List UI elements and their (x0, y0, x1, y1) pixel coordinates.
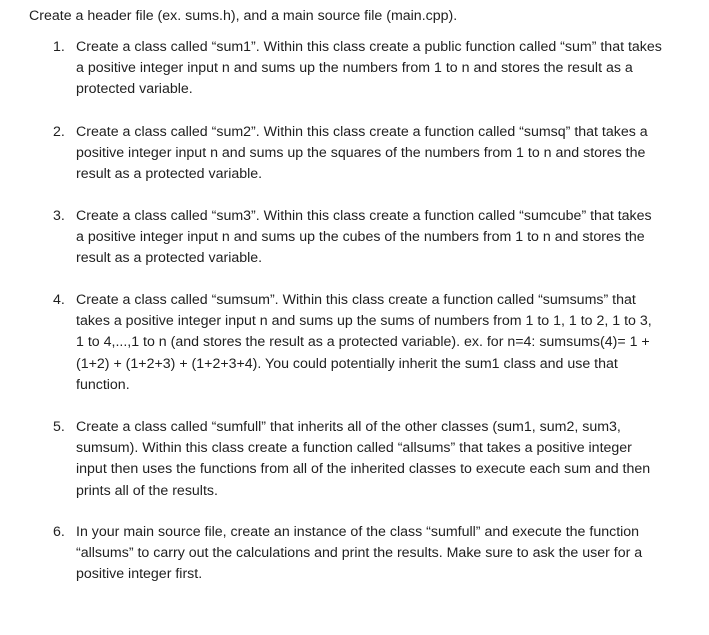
list-item (53, 417, 663, 502)
list-item-number: 5. (53, 419, 65, 435)
list-item-text: Create a class called “sum2”. Within this class create a function called “sumsq” that takes a positive integer input n and sums up the squares of the numbers from 1 to n and stores the result as a protected variable. (76, 124, 648, 183)
list-item (53, 37, 663, 101)
list-item-number: 3. (53, 208, 65, 224)
list-item-text: Create a class called “sum3”. Within this class create a function called “sumcube” that takes a positive integer input n and sums up the cubes of the numbers from 1 to n and stores the result as a protected variable. (76, 208, 652, 267)
list-item-text: Create a class called “sumfull” that inherits all of the other classes (sum1, sum2, sum3, sumsum). Within this class create a function called “allsums” that takes a positive integer input then uses the functions from all of the inherited classes to execute each sum and then prints all of the results. (76, 419, 651, 499)
list-item (53, 206, 663, 270)
list-item-number: 1. (53, 39, 65, 55)
intro-paragraph: Create a header file (ex. sums.h), and a main source file (main.cpp). (29, 8, 458, 24)
list-item-number: 2. (53, 124, 65, 140)
list-item-number: 4. (53, 292, 65, 308)
list-item (53, 522, 663, 586)
list-item-text: Create a class called “sum1”. Within this class create a public function called “sum” that takes a positive integer input n and sums up the numbers from 1 to n and stores the result as a protected variable. (76, 39, 662, 98)
list-item-text: Create a class called “sumsum”. Within this class create a function called “sumsums” that takes a positive integer input n and sums up the sums of numbers from 1 to 1, 1 to 2, 1 to 3, 1 to 4,...,1 to n (and stores the result as a protected variable). ex. for n=4: sumsums(4)= 1 + (1+2) + (1+2+3) + (1+2+3+4). You could potentially inherit the sum1 class and use that function. (76, 292, 652, 393)
list-item-number: 6. (53, 524, 65, 540)
list-item (53, 122, 663, 186)
list-item-text: In your main source file, create an instance of the class “sumfull” and execute the function “allsums” to carry out the calculations and print the results. Make sure to ask the user for a positive integer first. (76, 524, 643, 583)
list-item (53, 290, 663, 396)
